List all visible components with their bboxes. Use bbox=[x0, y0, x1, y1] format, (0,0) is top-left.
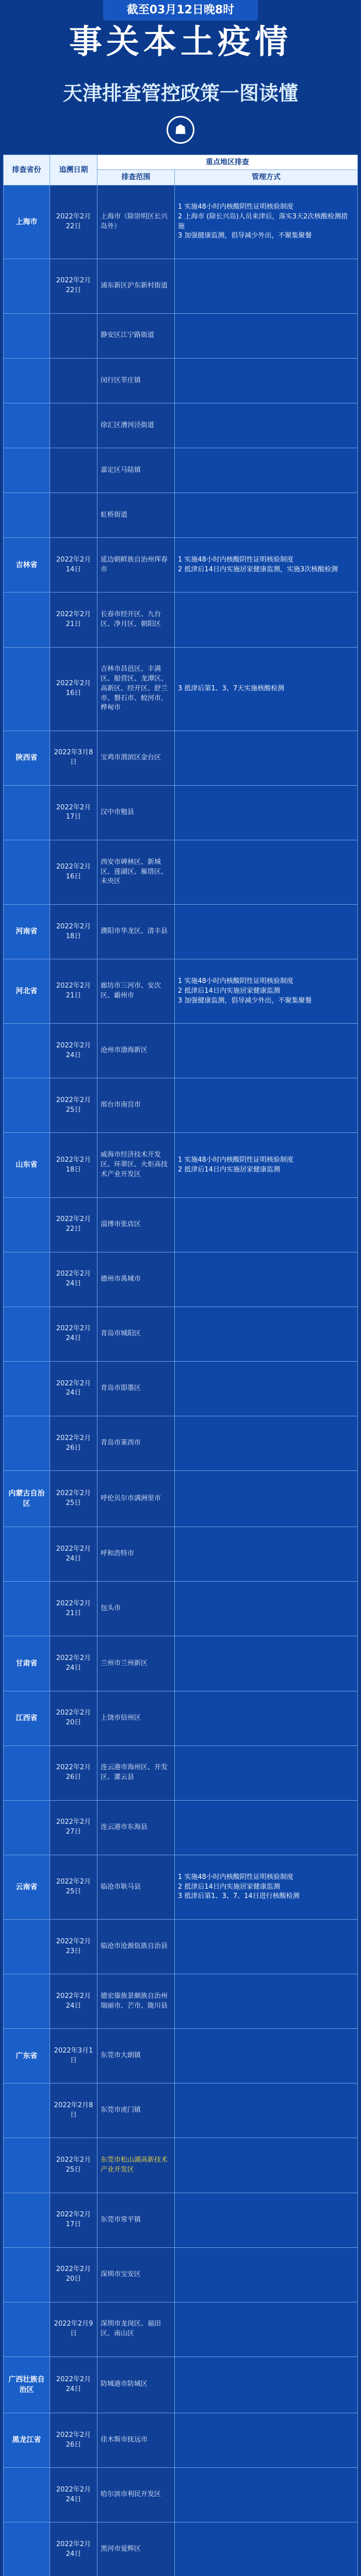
measure-cell: 3 抵津后第1、3、7天实施核酸检测 bbox=[175, 647, 358, 731]
province-cell bbox=[4, 1252, 50, 1307]
area-cell: 东莞市松山湖高新技术产业开发区 bbox=[97, 2138, 175, 2193]
area-cell: 宝鸡市渭滨区金台区 bbox=[97, 731, 175, 785]
date-cell bbox=[50, 448, 97, 493]
area-cell: 青岛市即墨区 bbox=[97, 1361, 175, 1416]
province-cell bbox=[4, 1974, 50, 2029]
measure-cell bbox=[175, 448, 358, 493]
date-cell: 2022年3月8日 bbox=[50, 731, 97, 785]
area-cell: 深圳市龙岗区、福田区、南山区 bbox=[97, 2302, 175, 2357]
province-cell: 云南省 bbox=[4, 1855, 50, 1919]
measure-cell bbox=[175, 403, 358, 448]
date-cell: 2022年2月25日 bbox=[50, 1855, 97, 1919]
table-row bbox=[4, 840, 358, 904]
area-cell: 临沧市沧源佤族自治县 bbox=[97, 1919, 175, 1974]
area-cell: 廊坊市三河市、安次区、霸州市 bbox=[97, 959, 175, 1024]
measure-cell bbox=[175, 2522, 358, 2576]
area-cell: 连云港市东海县 bbox=[97, 1800, 175, 1855]
date-cell: 2022年2月27日 bbox=[50, 1800, 97, 1855]
province-cell: 陕西省 bbox=[4, 731, 50, 785]
table-row bbox=[4, 1855, 358, 1919]
table-row bbox=[4, 448, 358, 493]
province-cell bbox=[4, 259, 50, 313]
dateline: 截至03月12日晚8时 bbox=[103, 0, 258, 21]
province-cell: 广东省 bbox=[4, 2029, 50, 2083]
province-cell bbox=[4, 1582, 50, 1636]
area-cell: 德宏傣族景颇族自治州瑞丽市、芒市、陇川县 bbox=[97, 1974, 175, 2029]
date-cell: 2022年2月26日 bbox=[50, 1416, 97, 1471]
measure-cell bbox=[175, 1691, 358, 1745]
page-subtitle: 天津排查管控政策一图读懂 bbox=[62, 82, 298, 105]
area-cell: 汉中市勉县 bbox=[97, 785, 175, 840]
measure-cell bbox=[175, 259, 358, 313]
measure-cell bbox=[175, 1800, 358, 1855]
area-cell: 虹桥街道 bbox=[97, 493, 175, 538]
date-cell: 2022年2月24日 bbox=[50, 2468, 97, 2522]
measure-cell bbox=[175, 2193, 358, 2247]
date-cell: 2022年2月24日 bbox=[50, 1974, 97, 2029]
measure-cell bbox=[175, 1527, 358, 1582]
province-cell bbox=[4, 1527, 50, 1582]
table-row bbox=[4, 1471, 358, 1527]
province-cell: 上海市 bbox=[4, 185, 50, 259]
province-cell: 山东省 bbox=[4, 1133, 50, 1197]
measure-cell bbox=[175, 2029, 358, 2083]
screening-table bbox=[3, 155, 358, 2576]
table-row bbox=[4, 1800, 358, 1855]
date-cell: 2022年2月26日 bbox=[50, 2413, 97, 2467]
date-cell: 2022年2月24日 bbox=[50, 1361, 97, 1416]
area-cell: 吉林市昌邑区、丰满区、船营区、龙潭区、高新区、经开区、舒兰市、磐石市、蛟河市、桦甸市 bbox=[97, 647, 175, 731]
date-cell: 2022年3月1日 bbox=[50, 2029, 97, 2083]
date-cell bbox=[50, 493, 97, 538]
area-cell: 嘉定区马陆镇 bbox=[97, 448, 175, 493]
measure-cell: 1 实施48小时内核酸阴性证明核验制度 2 抵津后14日内实施居家健康监测，实施3次核酸检测 bbox=[175, 538, 358, 592]
province-cell bbox=[4, 1416, 50, 1471]
measure-cell bbox=[175, 592, 358, 647]
table-row bbox=[4, 2357, 358, 2413]
table-row bbox=[4, 2413, 358, 2467]
province-cell bbox=[4, 403, 50, 448]
table-row bbox=[4, 2302, 358, 2357]
province-cell bbox=[4, 1197, 50, 1252]
table-row bbox=[4, 1582, 358, 1636]
measure-cell bbox=[175, 313, 358, 358]
measure-cell bbox=[175, 358, 358, 403]
table-row bbox=[4, 2468, 358, 2522]
page-title: 事关本土疫情 bbox=[69, 23, 292, 61]
table-row bbox=[4, 185, 358, 259]
date-cell: 2022年2月25日 bbox=[50, 2138, 97, 2193]
area-cell: 东莞市常平镇 bbox=[97, 2193, 175, 2247]
date-cell bbox=[50, 403, 97, 448]
measure-cell bbox=[175, 493, 358, 538]
header-area: 排查范围 bbox=[97, 170, 175, 185]
province-cell: 甘肃省 bbox=[4, 1636, 50, 1691]
table-row bbox=[4, 1974, 358, 2029]
area-cell: 静安区江宁路街道 bbox=[97, 313, 175, 358]
province-cell bbox=[4, 2193, 50, 2247]
area-cell: 哈尔滨市利民开发区 bbox=[97, 2468, 175, 2522]
area-cell: 临沧市耿马县 bbox=[97, 1855, 175, 1919]
area-cell: 浦东新区沪东新村街道 bbox=[97, 259, 175, 313]
table-row bbox=[4, 1307, 358, 1361]
table-row bbox=[4, 403, 358, 448]
table-row bbox=[4, 2138, 358, 2193]
date-cell: 2022年2月21日 bbox=[50, 959, 97, 1024]
area-cell: 包头市 bbox=[97, 1582, 175, 1636]
province-cell bbox=[4, 2468, 50, 2522]
date-cell: 2022年2月25日 bbox=[50, 1471, 97, 1527]
date-cell: 2022年2月22日 bbox=[50, 1197, 97, 1252]
area-cell: 连云港市海州区、开发区、灌云县 bbox=[97, 1745, 175, 1800]
measure-cell bbox=[175, 2247, 358, 2302]
province-cell: 黑龙江省 bbox=[4, 2413, 50, 2467]
date-cell: 2022年2月17日 bbox=[50, 785, 97, 840]
measure-cell bbox=[175, 731, 358, 785]
table-row bbox=[4, 2247, 358, 2302]
table-body bbox=[4, 185, 358, 2576]
table-row bbox=[4, 1527, 358, 1582]
province-cell bbox=[4, 2083, 50, 2138]
measure-cell bbox=[175, 905, 358, 959]
measure-cell: 1 实施48小时内核酸阴性证明核验制度 2 上海市 (除长兴岛)人员来津后，落实3天2次核酸检测措施 3 加强健康监测，倡导减少外出，不聚集聚餐 bbox=[175, 185, 358, 259]
measure-cell bbox=[175, 1078, 358, 1133]
table-row bbox=[4, 731, 358, 785]
area-cell: 濮阳市华龙区、清丰县 bbox=[97, 905, 175, 959]
area-cell: 呼伦贝尔市满洲里市 bbox=[97, 1471, 175, 1527]
date-cell: 2022年2月18日 bbox=[50, 1133, 97, 1197]
date-cell: 2022年2月24日 bbox=[50, 1024, 97, 1078]
area-cell: 闵行区莘庄镇 bbox=[97, 358, 175, 403]
measure-cell bbox=[175, 2302, 358, 2357]
area-cell: 防城港市防城区 bbox=[97, 2357, 175, 2413]
province-cell bbox=[4, 2302, 50, 2357]
area-cell: 青岛市莱西市 bbox=[97, 1416, 175, 1471]
date-cell: 2022年2月24日 bbox=[50, 1307, 97, 1361]
province-cell bbox=[4, 448, 50, 493]
date-cell: 2022年2月24日 bbox=[50, 2522, 97, 2576]
area-cell: 淄博市张店区 bbox=[97, 1197, 175, 1252]
measure-cell bbox=[175, 1361, 358, 1416]
area-cell: 西安市碑林区、新城区、莲湖区、雁塔区、未央区 bbox=[97, 840, 175, 904]
table-row bbox=[4, 1636, 358, 1691]
area-cell: 威海市经济技术开发区、环翠区、火炬高技术产业开发区 bbox=[97, 1133, 175, 1197]
area-cell: 长春市经开区、九台区、净月区、朝阳区 bbox=[97, 592, 175, 647]
area-cell: 延边朝鲜族自治州珲春市 bbox=[97, 538, 175, 592]
province-cell bbox=[4, 840, 50, 904]
table-row bbox=[4, 785, 358, 840]
province-cell bbox=[4, 2522, 50, 2576]
table-row bbox=[4, 2193, 358, 2247]
table-row bbox=[4, 1361, 358, 1416]
table-row bbox=[4, 1024, 358, 1078]
area-cell: 德州市禹城市 bbox=[97, 1252, 175, 1307]
province-cell bbox=[4, 1745, 50, 1800]
header-measure: 管理方式 bbox=[175, 170, 358, 185]
measure-cell bbox=[175, 2357, 358, 2413]
date-cell: 2022年2月14日 bbox=[50, 538, 97, 592]
table-row bbox=[4, 2522, 358, 2576]
table-row bbox=[4, 358, 358, 403]
table-row bbox=[4, 313, 358, 358]
measure-cell bbox=[175, 1471, 358, 1527]
date-cell: 2022年2月25日 bbox=[50, 1078, 97, 1133]
province-cell bbox=[4, 1307, 50, 1361]
area-cell: 上饶市信州区 bbox=[97, 1691, 175, 1745]
province-cell: 吉林省 bbox=[4, 538, 50, 592]
date-cell: 2022年2月26日 bbox=[50, 1745, 97, 1800]
table-row bbox=[4, 1416, 358, 1471]
measure-cell bbox=[175, 2413, 358, 2467]
province-cell bbox=[4, 785, 50, 840]
area-cell: 兰州市兰州新区 bbox=[97, 1636, 175, 1691]
measure-cell: 1 实施48小时内核酸阴性证明核验制度 2 抵津后14日内实施居家健康监测 3 加强健康监测，倡导减少外出，不聚集聚餐 bbox=[175, 959, 358, 1024]
table-row bbox=[4, 1919, 358, 1974]
table-row bbox=[4, 959, 358, 1024]
date-cell: 2022年2月20日 bbox=[50, 1691, 97, 1745]
measure-cell bbox=[175, 2468, 358, 2522]
table-row bbox=[4, 1745, 358, 1800]
table-row bbox=[4, 2029, 358, 2083]
date-cell: 2022年2月22日 bbox=[50, 259, 97, 313]
area-cell: 沧州市渤海新区 bbox=[97, 1024, 175, 1078]
area-cell: 东莞市虎门镇 bbox=[97, 2083, 175, 2138]
date-cell bbox=[50, 358, 97, 403]
table-row bbox=[4, 1197, 358, 1252]
date-cell: 2022年2月24日 bbox=[50, 2357, 97, 2413]
measure-cell bbox=[175, 1307, 358, 1361]
table-row bbox=[4, 1691, 358, 1745]
province-cell: 广西壮族自治区 bbox=[4, 2357, 50, 2413]
province-cell: 内蒙古自治区 bbox=[4, 1471, 50, 1527]
area-cell: 佳木斯市抚远市 bbox=[97, 2413, 175, 2467]
measure-cell bbox=[175, 2138, 358, 2193]
province-cell: 江西省 bbox=[4, 1691, 50, 1745]
date-cell: 2022年2月22日 bbox=[50, 185, 97, 259]
table-row bbox=[4, 2083, 358, 2138]
policy-table bbox=[3, 155, 358, 2576]
logo-icon: ☗ bbox=[167, 116, 194, 144]
date-cell: 2022年2月21日 bbox=[50, 1582, 97, 1636]
table-row bbox=[4, 905, 358, 959]
date-cell: 2022年2月9日 bbox=[50, 2302, 97, 2357]
measure-cell bbox=[175, 1636, 358, 1691]
table-row bbox=[4, 1133, 358, 1197]
table-row bbox=[4, 1078, 358, 1133]
measure-cell bbox=[175, 1197, 358, 1252]
province-cell bbox=[4, 1800, 50, 1855]
measure-cell bbox=[175, 1974, 358, 2029]
table-row bbox=[4, 493, 358, 538]
measure-cell bbox=[175, 1919, 358, 1974]
measure-cell bbox=[175, 2083, 358, 2138]
measure-cell bbox=[175, 1252, 358, 1307]
province-cell bbox=[4, 1919, 50, 1974]
area-cell: 深圳市宝安区 bbox=[97, 2247, 175, 2302]
province-cell bbox=[4, 313, 50, 358]
date-cell: 2022年2月16日 bbox=[50, 647, 97, 731]
area-cell: 东莞市大朗镇 bbox=[97, 2029, 175, 2083]
province-cell bbox=[4, 493, 50, 538]
table-row bbox=[4, 592, 358, 647]
measure-cell bbox=[175, 840, 358, 904]
date-cell: 2022年2月24日 bbox=[50, 1252, 97, 1307]
table-row bbox=[4, 538, 358, 592]
date-cell bbox=[50, 313, 97, 358]
header-date: 追溯日期 bbox=[50, 155, 97, 185]
measure-cell bbox=[175, 1024, 358, 1078]
table-row bbox=[4, 259, 358, 313]
date-cell: 2022年2月16日 bbox=[50, 840, 97, 904]
province-cell bbox=[4, 592, 50, 647]
province-cell bbox=[4, 647, 50, 731]
measure-cell: 1 实施48小时内核酸阴性证明核验制度 2 抵津后14日内实施居家健康监测 3 抵津后第1、3、7、14日进行核酸检测 bbox=[175, 1855, 358, 1919]
measure-cell bbox=[175, 785, 358, 840]
date-cell: 2022年2月24日 bbox=[50, 1527, 97, 1582]
province-cell bbox=[4, 2247, 50, 2302]
date-cell: 2022年2月23日 bbox=[50, 1919, 97, 1974]
province-cell bbox=[4, 1024, 50, 1078]
date-cell: 2022年2月18日 bbox=[50, 905, 97, 959]
area-cell: 呼和浩特市 bbox=[97, 1527, 175, 1582]
province-cell: 河北省 bbox=[4, 959, 50, 1024]
province-cell bbox=[4, 358, 50, 403]
date-cell: 2022年2月20日 bbox=[50, 2247, 97, 2302]
area-cell: 青岛市城阳区 bbox=[97, 1307, 175, 1361]
province-cell bbox=[4, 1361, 50, 1416]
date-cell: 2022年2月17日 bbox=[50, 2193, 97, 2247]
header-group: 重点地区排查 bbox=[97, 155, 358, 170]
area-cell: 黑河市爱辉区 bbox=[97, 2522, 175, 2576]
measure-cell: 1 实施48小时内核酸阴性证明核验制度 2 抵津后14日内实施居家健康监测 bbox=[175, 1133, 358, 1197]
area-cell: 徐汇区漕河泾街道 bbox=[97, 403, 175, 448]
date-cell: 2022年2月8日 bbox=[50, 2083, 97, 2138]
date-cell: 2022年2月21日 bbox=[50, 592, 97, 647]
header-banner bbox=[0, 0, 361, 155]
header-province: 排查省份 bbox=[4, 155, 50, 185]
measure-cell bbox=[175, 1745, 358, 1800]
table-row bbox=[4, 647, 358, 731]
province-cell: 河南省 bbox=[4, 905, 50, 959]
area-cell: 邢台市南宫市 bbox=[97, 1078, 175, 1133]
measure-cell bbox=[175, 1582, 358, 1636]
province-cell bbox=[4, 2138, 50, 2193]
table-row bbox=[4, 1252, 358, 1307]
date-cell: 2022年2月24日 bbox=[50, 1636, 97, 1691]
measure-cell bbox=[175, 1416, 358, 1471]
area-cell: 上海市（除崇明区长兴岛外） bbox=[97, 185, 175, 259]
province-cell bbox=[4, 1078, 50, 1133]
